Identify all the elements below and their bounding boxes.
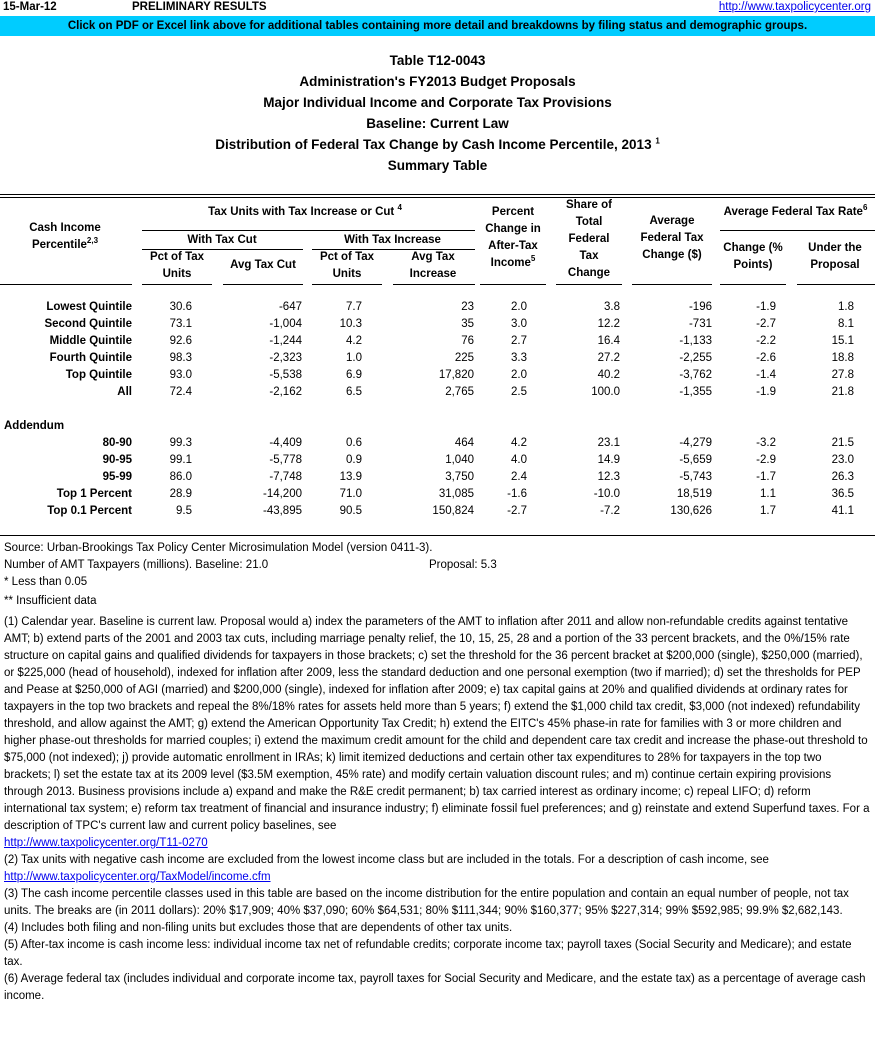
table-row [0,469,875,486]
cell-rate-under: 21.5 [831,437,854,449]
cell-cut-avg: -5,538 [269,369,302,381]
note-1-link[interactable]: http://www.taxpolicycenter.org/T11-0270 [4,837,208,849]
note-6: (6) Average federal tax (includes individual and corporate income tax, payroll taxes for Social Security and Medicare, and the estate tax) as a percentage of average cash income. [4,973,866,1002]
cell-share: 14.9 [597,454,620,466]
addendum-label-row [0,418,875,435]
cell-inc-avg: 23 [461,301,474,313]
row-label: 90-95 [102,454,132,466]
header-bottom-rule-3 [312,284,382,285]
note-1: (1) Calendar year. Baseline is current law. Proposal would a) index the parameters of the AMT to inflation after 2011 and allow non-refundable credits against tentative AMT; b) extend parts of the 2001 and 2003 tax cuts, including marriage penalty relief, the 10, 15, 25, 28 and a portion of the 33 percent brackets, and the 0%/15% rate structure on capital gains and qualified dividends for taxpayers in those brackets; c) set the threshold for the 36 percent bracket at $200,000 (single), $250,000 (married), or $225,000 (head of household), indexed for inflation after 2009, less the standard deduction and one personal exemption (two if married); d) set the thresholds for PEP and Pease at $250,000 of AGI (married) and $200,000 (single), indexed for inflation after 2009; e) tax capital gains at 20% and qualified dividends at ordinary rates for taxpayers in the top two brackets and repeal the 8%/18% rates for assets held more than 5 years; f) extend the $1,000 child tax credit, $3,000 (not indexed) refundability threshold, and allow against the AMT; g) extend the American Opportunity Tax Credit; h) extend the EITC's 45% phase-in rate for families with 3 or more children and higher phase-out thresholds for married couples; i) extend the maximum credit amount for the child and dependent care tax credit and increase the phase-out threshold to $75,000 (not indexed); j) provide automatic enrollment in IRAs; k) limit itemized deductions and certain other tax expenditures to 28% for taxpayers in the top two brackets; l) set the estate tax at its 2009 level ($3.5M exemption, 45% rate) and modify certain valuation discount rules; and m) continue certain expiring provisions through 2013. Business provisions include a) expand and make the R&E credit permanent; b) tax carried interest as ordinary income; c) repeal LIFO; d) reform international tax system; e) reform tax treatment of financial and insurance industry; f) eliminate fossil fuel preferences; and g) reinstate and extend Superfund taxes. For a description of TPC's current law and current policy baselines, see [4,616,870,832]
col-header-cut-avg: Avg Tax Cut [230,259,296,271]
cell-after-tax: 2.7 [511,335,527,347]
cell-rate-under: 15.1 [831,335,854,347]
row-label: Second Quintile [44,318,132,330]
cell-cut-avg: -7,748 [269,471,302,483]
cell-cut-pct: 28.9 [169,488,192,500]
report-date: 15-Mar-12 [3,1,57,13]
cell-inc-pct: 1.0 [346,352,362,364]
note-3: (3) The cash income percentile classes used in this table are based on the income distribution for the entire population and contain an equal number of people, not tax units. The breaks are (in 2011 dollars): 20% $17,909; 40% $37,090; 60% $64,531; 80% $111,344; 90% $160,377; 95% $227,314; 99% $592,985; 99.9% $2,682,143. [4,888,849,917]
title-line-5: Summary Table [387,158,488,173]
cell-rate-under: 26.3 [831,471,854,483]
cell-inc-pct: 10.3 [339,318,362,330]
cell-rate-change: 1.1 [760,488,776,500]
table-row [0,333,875,350]
cell-rate-change: -3.2 [756,437,776,449]
cell-avg-change: -1,355 [679,386,712,398]
col-group-with-cut: With Tax Cut [187,234,257,246]
site-link[interactable]: http://www.taxpolicycenter.org [718,1,871,13]
status-label: PRELIMINARY RESULTS [132,1,267,13]
table-top-rule-2 [0,197,875,198]
row-label: Fourth Quintile [49,352,132,364]
cell-after-tax: 4.0 [511,454,527,466]
cell-avg-change: 130,626 [670,505,712,517]
table-id: Table T12-0043 [389,53,486,68]
table-row [0,299,875,316]
cell-share: 12.2 [597,318,620,330]
cell-inc-pct: 6.5 [346,386,362,398]
cell-inc-pct: 71.0 [339,488,362,500]
cell-cut-avg: -5,778 [269,454,302,466]
cell-share: 23.1 [597,437,620,449]
cell-cut-avg: -1,004 [269,318,302,330]
cell-cut-avg: -647 [278,301,302,313]
cell-avg-change: -731 [688,318,712,330]
row-label: Middle Quintile [49,335,132,347]
cell-inc-pct: 0.9 [346,454,362,466]
cell-rate-change: -1.4 [756,369,776,381]
cell-after-tax: 2.4 [511,471,527,483]
col-group-with-increase: With Tax Increase [344,234,441,246]
table-row [0,503,875,520]
col-header-share: Share of Total Federal Tax Change [565,199,612,279]
insufficient-note: ** Insufficient data [4,595,97,607]
cell-cut-pct: 92.6 [169,335,192,347]
header-bottom-rule-2 [223,284,303,285]
col-group-tax-units: Tax Units with Tax Increase or Cut $^4$ [208,203,402,218]
row-label: 80-90 [102,437,132,449]
col-header-after-tax: Percent Change in After-Tax Income$^5$ [485,206,541,269]
cell-rate-under: 21.8 [831,386,854,398]
cell-inc-avg: 1,040 [445,454,474,466]
cell-share: 27.2 [597,352,620,364]
cell-inc-avg: 225 [454,352,474,364]
cell-share: 12.3 [597,471,620,483]
cell-cut-pct: 99.3 [169,437,192,449]
title-line-3: Baseline: Current Law [366,116,509,131]
table-top-rule [0,194,875,195]
cell-inc-avg: 2,765 [445,386,474,398]
cell-inc-avg: 76 [461,335,474,347]
group-rule [142,230,475,231]
less-than-note: * Less than 0.05 [4,576,88,588]
cell-cut-pct: 99.1 [169,454,192,466]
cell-share: -10.0 [593,488,620,500]
cell-inc-avg: 17,820 [438,369,474,381]
cell-avg-change: -5,659 [679,454,712,466]
cell-rate-under: 1.8 [838,301,854,313]
cell-rate-change: -2.2 [756,335,776,347]
header-bottom-rule-1 [142,284,212,285]
amt-note: Number of AMT Taxpayers (millions). Baseline: 21.0 Proposal: 5.3 [4,559,497,571]
row-label: Lowest Quintile [46,301,132,313]
col-header-rate-under: Under the Proposal [808,242,862,271]
cell-rate-change: -1.7 [756,471,776,483]
cell-inc-avg: 31,085 [438,488,474,500]
row-label: Top 0.1 Percent [47,505,132,517]
cell-share: 40.2 [597,369,620,381]
cell-rate-change: -2.6 [756,352,776,364]
cell-cut-avg: -4,409 [269,437,302,449]
cell-avg-change: -1,133 [679,335,712,347]
cell-rate-change: -2.7 [756,318,776,330]
cell-rate-under: 36.5 [831,488,854,500]
cell-avg-change: -2,255 [679,352,712,364]
cell-rate-change: -1.9 [756,386,776,398]
cell-cut-pct: 93.0 [169,369,192,381]
cell-cut-avg: -2,162 [269,386,302,398]
cell-inc-pct: 90.5 [339,505,362,517]
header-bottom-rule-7 [632,284,712,285]
source-note: Source: Urban-Brookings Tax Policy Center Microsimulation Model (version 0411-3). [4,542,433,554]
header-bottom-rule-8 [720,284,786,285]
table-row [0,350,875,367]
cell-share: 16.4 [597,335,620,347]
cell-after-tax: 4.2 [511,437,527,449]
row-label: Top Quintile [65,369,132,381]
title-line-2: Major Individual Income and Corporate Tax Provisions [263,95,612,110]
addendum-label: Addendum [4,420,65,432]
cell-after-tax: 3.0 [511,318,527,330]
cell-avg-change: -3,762 [679,369,712,381]
col-header-inc-avg: Avg Tax Increase [409,251,457,280]
header-bottom-rule-label [0,284,132,285]
cell-avg-change: -4,279 [679,437,712,449]
table-row [0,367,875,384]
cell-after-tax: -1.6 [507,488,527,500]
cell-after-tax: 3.3 [511,352,527,364]
cell-rate-under: 8.1 [838,318,854,330]
header-bottom-rule-5 [480,284,546,285]
rate-group-rule [720,230,875,231]
cell-cut-pct: 30.6 [169,301,192,313]
cell-after-tax: 2.5 [511,386,527,398]
cell-share: 3.8 [604,301,620,313]
cell-inc-pct: 0.6 [346,437,362,449]
note-2-link[interactable]: http://www.taxpolicycenter.org/TaxModel/income.cfm [4,871,271,883]
cell-cut-pct: 86.0 [169,471,192,483]
cell-rate-under: 27.8 [831,369,854,381]
cell-cut-pct: 72.4 [169,386,192,398]
note-4: (4) Includes both filing and non-filing units but excludes those that are dependents of other tax units. [4,922,513,934]
table-row [0,486,875,503]
note-5: (5) After-tax income is cash income less: individual income tax net of refundable credits; corporate income tax; payroll taxes (Social Security and Medicare); and estate tax. [4,939,852,968]
table-row [0,384,875,401]
cell-cut-pct: 73.1 [169,318,192,330]
cell-cut-avg: -14,200 [262,488,302,500]
header-bottom-rule-4 [393,284,475,285]
table-row [0,452,875,469]
col-group-tax-rate: Average Federal Tax Rate$^6$ [723,203,868,218]
col-header-cut-pct: Pct of Tax Units [149,251,205,280]
table-titles [0,50,875,176]
cell-inc-pct: 7.7 [346,301,362,313]
cell-inc-avg: 464 [454,437,474,449]
footnotes [4,540,870,1005]
col-header-rate-change: Change (% Points) [723,242,783,271]
cell-inc-pct: 13.9 [339,471,362,483]
cell-rate-under: 18.8 [831,352,854,364]
cell-share: 100.0 [591,386,620,398]
cell-inc-avg: 35 [461,318,474,330]
cell-cut-avg: -43,895 [262,505,302,517]
cell-cut-pct: 9.5 [176,505,192,517]
header-bottom-rule-6 [556,284,622,285]
cell-cut-avg: -2,323 [269,352,302,364]
cell-avg-change: -5,743 [679,471,712,483]
top-bar [0,0,875,16]
cell-rate-change: -1.9 [756,301,776,313]
cell-avg-change: -196 [688,301,712,313]
cell-after-tax: 2.0 [511,301,527,313]
cell-cut-avg: -1,244 [269,335,302,347]
cell-rate-under: 41.1 [831,505,854,517]
row-label: Top 1 Percent [56,488,132,500]
cell-inc-avg: 3,750 [445,471,474,483]
table-row [0,316,875,333]
row-label: 95-99 [102,471,132,483]
cell-inc-avg: 150,824 [432,505,474,517]
note-2: (2) Tax units with negative cash income are excluded from the lowest income class but are included in the totals. For a description of cash income, see [4,854,769,866]
cell-share: -7.2 [600,505,620,517]
cell-inc-pct: 6.9 [346,369,362,381]
col-header-percentile: Cash Income Percentile$^{2,3}$ [29,222,101,251]
table-bottom-rule [0,535,875,536]
table-row [0,435,875,452]
cell-after-tax: -2.7 [507,505,527,517]
cell-rate-change: 1.7 [760,505,776,517]
info-banner: Click on PDF or Excel link above for additional tables containing more detail and breakdowns by filing status and demographic groups. [0,16,875,36]
cell-cut-pct: 98.3 [169,352,192,364]
cell-rate-change: -2.9 [756,454,776,466]
cell-avg-change: 18,519 [676,488,712,500]
header-bottom-rule-9 [797,284,875,285]
cell-inc-pct: 4.2 [346,335,362,347]
title-line-1: Administration's FY2013 Budget Proposals [299,74,576,89]
cell-after-tax: 2.0 [511,369,527,381]
col-header-avg-change: Average Federal Tax Change ($) [640,215,704,261]
col-header-inc-pct: Pct of Tax Units [319,251,375,280]
title-line-4: Distribution of Federal Tax Change by Cash Income Percentile, 2013 $^1$ [215,136,660,152]
cell-rate-under: 23.0 [831,454,854,466]
row-label: All [117,386,132,398]
